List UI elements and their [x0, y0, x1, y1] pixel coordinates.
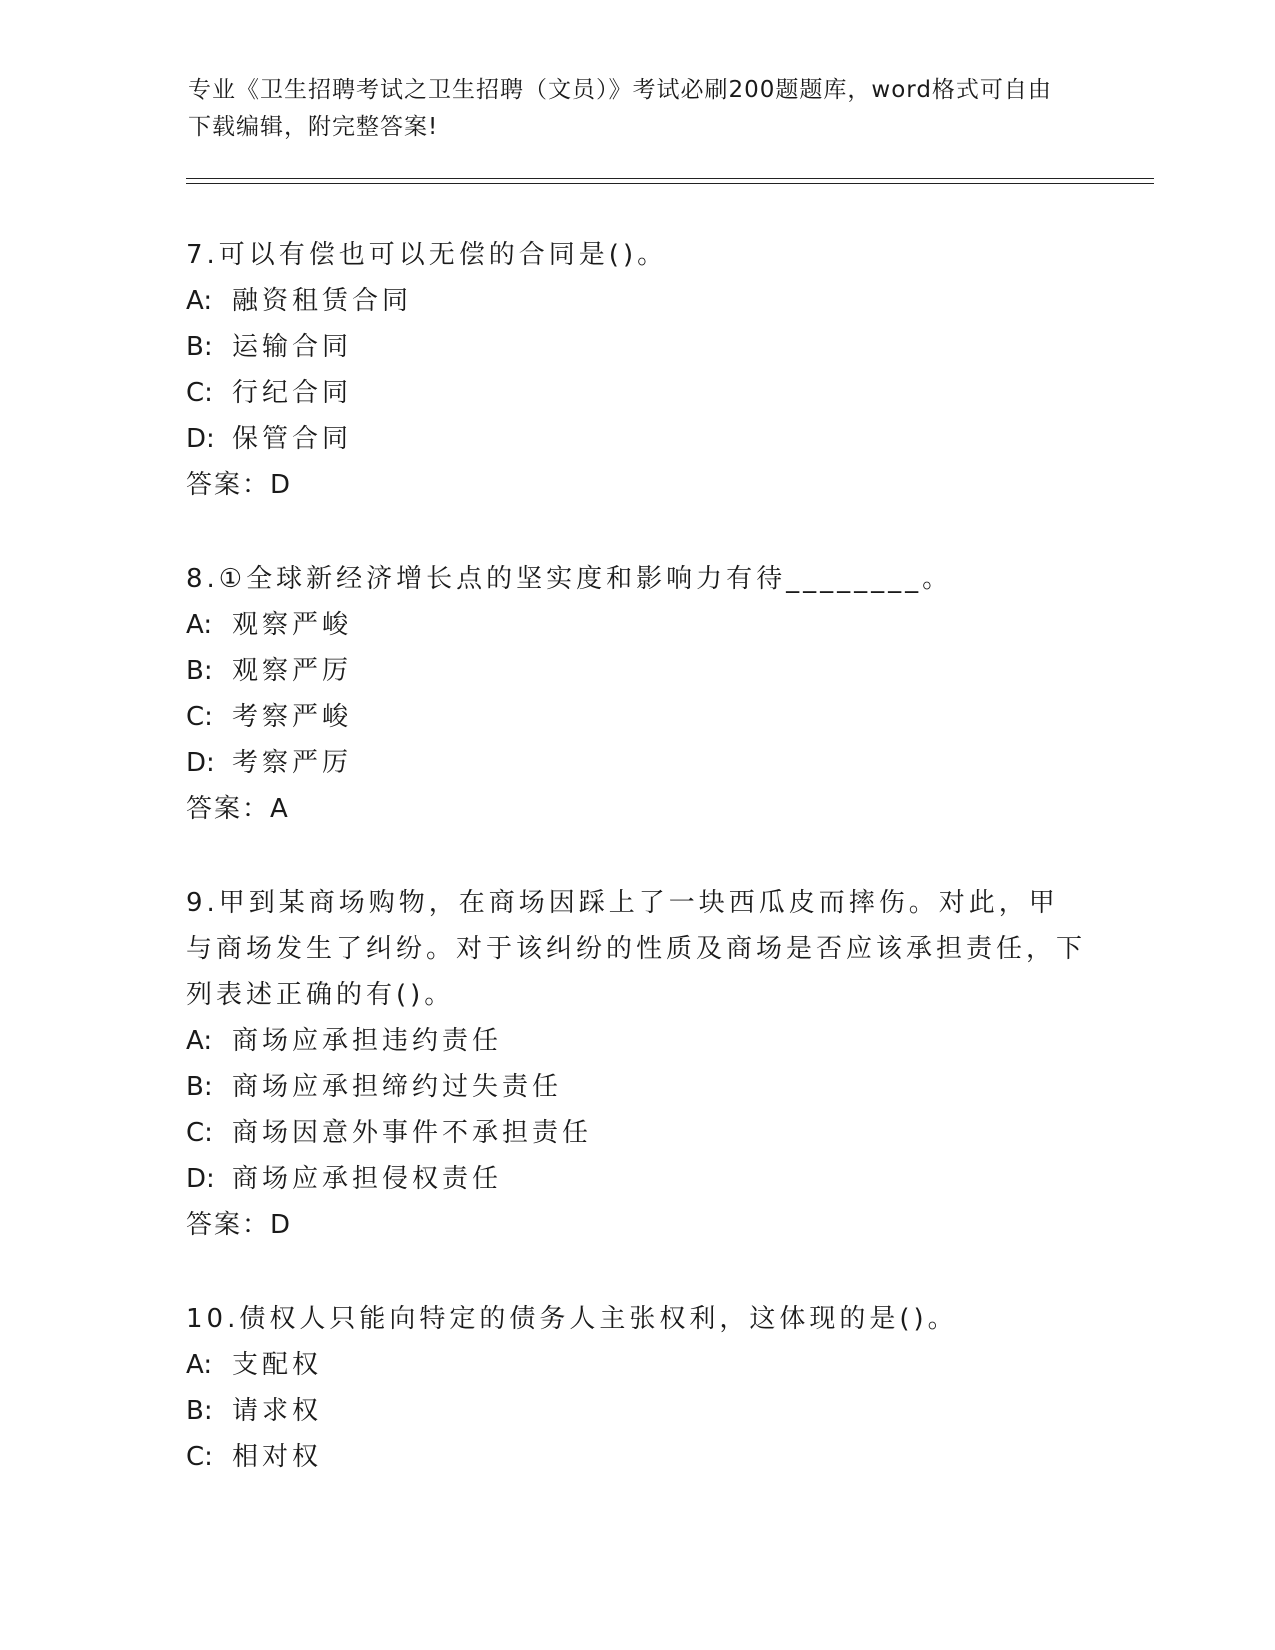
- option-text: 保管合同: [232, 424, 353, 454]
- option-a: [186, 1018, 1086, 1064]
- header-divider-top: [186, 178, 1154, 179]
- option-letter: D:: [186, 1164, 215, 1194]
- option-text: 请求权: [232, 1396, 323, 1426]
- header-divider-bottom: [186, 183, 1154, 184]
- answer-line: 答案：D: [186, 1210, 293, 1240]
- option-b: [186, 1064, 1086, 1110]
- option-text: 支配权: [232, 1350, 323, 1380]
- option-c: [186, 694, 1086, 740]
- option-c: [186, 1434, 1086, 1480]
- option-b: [186, 1388, 1086, 1434]
- option-d: [186, 1156, 1086, 1202]
- option-letter: A:: [186, 286, 213, 316]
- question-stem: 10.债权人只能向特定的债务人主张权利，这体现的是()。: [186, 1304, 958, 1334]
- option-d: [186, 740, 1086, 786]
- option-letter: B:: [186, 332, 213, 362]
- option-letter: C:: [186, 702, 213, 732]
- option-text: 商场应承担侵权责任: [232, 1164, 503, 1194]
- option-text: 行纪合同: [232, 378, 353, 408]
- option-text: 运输合同: [232, 332, 353, 362]
- question-item: [186, 556, 1086, 832]
- option-letter: D:: [186, 748, 215, 778]
- option-letter: B:: [186, 656, 213, 686]
- option-b: [186, 324, 1086, 370]
- option-letter: D:: [186, 424, 215, 454]
- option-letter: C:: [186, 1442, 213, 1472]
- option-letter: A:: [186, 1026, 213, 1056]
- option-text: 商场因意外事件不承担责任: [232, 1118, 593, 1148]
- option-text: 商场应承担缔约过失责任: [232, 1072, 563, 1102]
- option-text: 考察严峻: [232, 702, 353, 732]
- option-letter: C:: [186, 1118, 213, 1148]
- option-text: 融资租赁合同: [232, 286, 413, 316]
- option-text: 相对权: [232, 1442, 323, 1472]
- option-letter: B:: [186, 1072, 213, 1102]
- option-text: 观察严厉: [232, 656, 353, 686]
- option-letter: B:: [186, 1396, 213, 1426]
- option-a: [186, 1342, 1086, 1388]
- question-item: [186, 1296, 1086, 1480]
- option-d: [186, 416, 1086, 462]
- option-a: [186, 602, 1086, 648]
- option-letter: A:: [186, 610, 213, 640]
- option-text: 观察严峻: [232, 610, 353, 640]
- question-stem: 7.可以有偿也可以无偿的合同是()。: [186, 240, 668, 270]
- document-header: 专业《卫生招聘考试之卫生招聘（文员）》考试必刷200题题库，word格式可自由下载编辑，附完整答案!: [188, 77, 1052, 140]
- option-b: [186, 648, 1086, 694]
- option-text: 商场应承担违约责任: [232, 1026, 503, 1056]
- question-item: [186, 880, 1086, 1248]
- question-item: [186, 232, 1086, 508]
- answer-line: 答案：D: [186, 470, 293, 500]
- option-c: [186, 1110, 1086, 1156]
- question-stem: 8.①全球新经济增长点的坚实度和影响力有待________。: [186, 564, 953, 594]
- option-a: [186, 278, 1086, 324]
- option-c: [186, 370, 1086, 416]
- option-text: 考察严厉: [232, 748, 353, 778]
- answer-line: 答案：A: [186, 794, 290, 824]
- question-list: [186, 232, 1086, 1528]
- option-letter: A:: [186, 1350, 213, 1380]
- option-letter: C:: [186, 378, 213, 408]
- question-stem: 9.甲到某商场购物，在商场因踩上了一块西瓜皮而摔伤。对此，甲与商场发生了纠纷。对于该纠纷的性质及商场是否应该承担责任，下列表述正确的有()。: [186, 888, 1087, 1010]
